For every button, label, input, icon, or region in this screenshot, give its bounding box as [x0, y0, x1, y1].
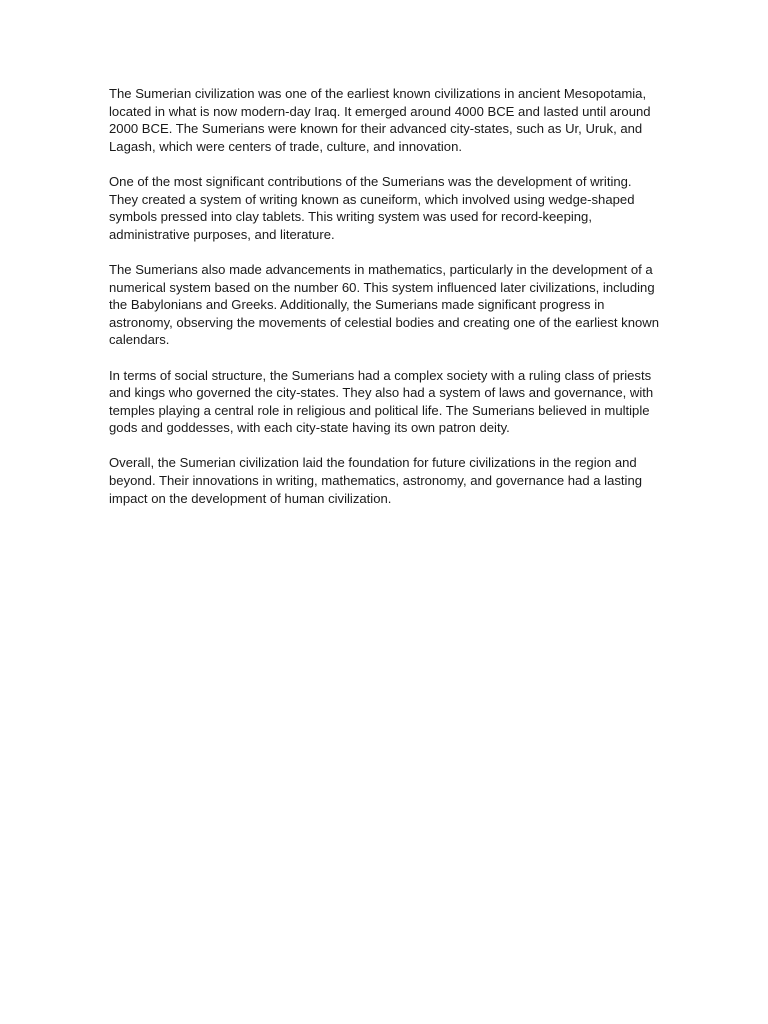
paragraph-writing: One of the most significant contributions of the Sumerians was the development of writing. They created a system of writing known as cuneiform, which involved using wedge-shaped symbols pressed into clay tablets. This writing system was used for record-keeping, administrative purposes, and literature. — [109, 173, 635, 242]
paragraph-conclusion: Overall, the Sumerian civilization laid the foundation for future civilizations in the region and beyond. Their innovations in writing, mathematics, astronomy, and governance had a lasting impact on the development of human civilization. — [109, 455, 643, 506]
paragraph-social-structure: In terms of social structure, the Sumerians had a complex society with a ruling class of priests and kings who governed the city-states. They also had a system of laws and governance, with temples playing a central role in religious and political life. The Sumerians believed in multiple gods and goddesses, with each city-state having its own patron deity. — [109, 367, 654, 436]
document-body — [109, 85, 661, 525]
paragraph-mathematics: The Sumerians also made advancements in mathematics, particularly in the development of a numerical system based on the number 60. This system influenced later civilizations, including the Babylonians and Greeks. Additionally, the Sumerians made significant progress in astronomy, observing the movements of celestial bodies and creating one of the earliest known calendars. — [109, 261, 660, 348]
paragraph-intro: The Sumerian civilization was one of the earliest known civilizations in ancient Mesopotamia, located in what is now modern-day Iraq. It emerged around 4000 BCE and lasted until around 2000 BCE. The Sumerians were known for their advanced city-states, such as Ur, Uruk, and Lagash, which were centers of trade, culture, and innovation. — [109, 86, 651, 154]
